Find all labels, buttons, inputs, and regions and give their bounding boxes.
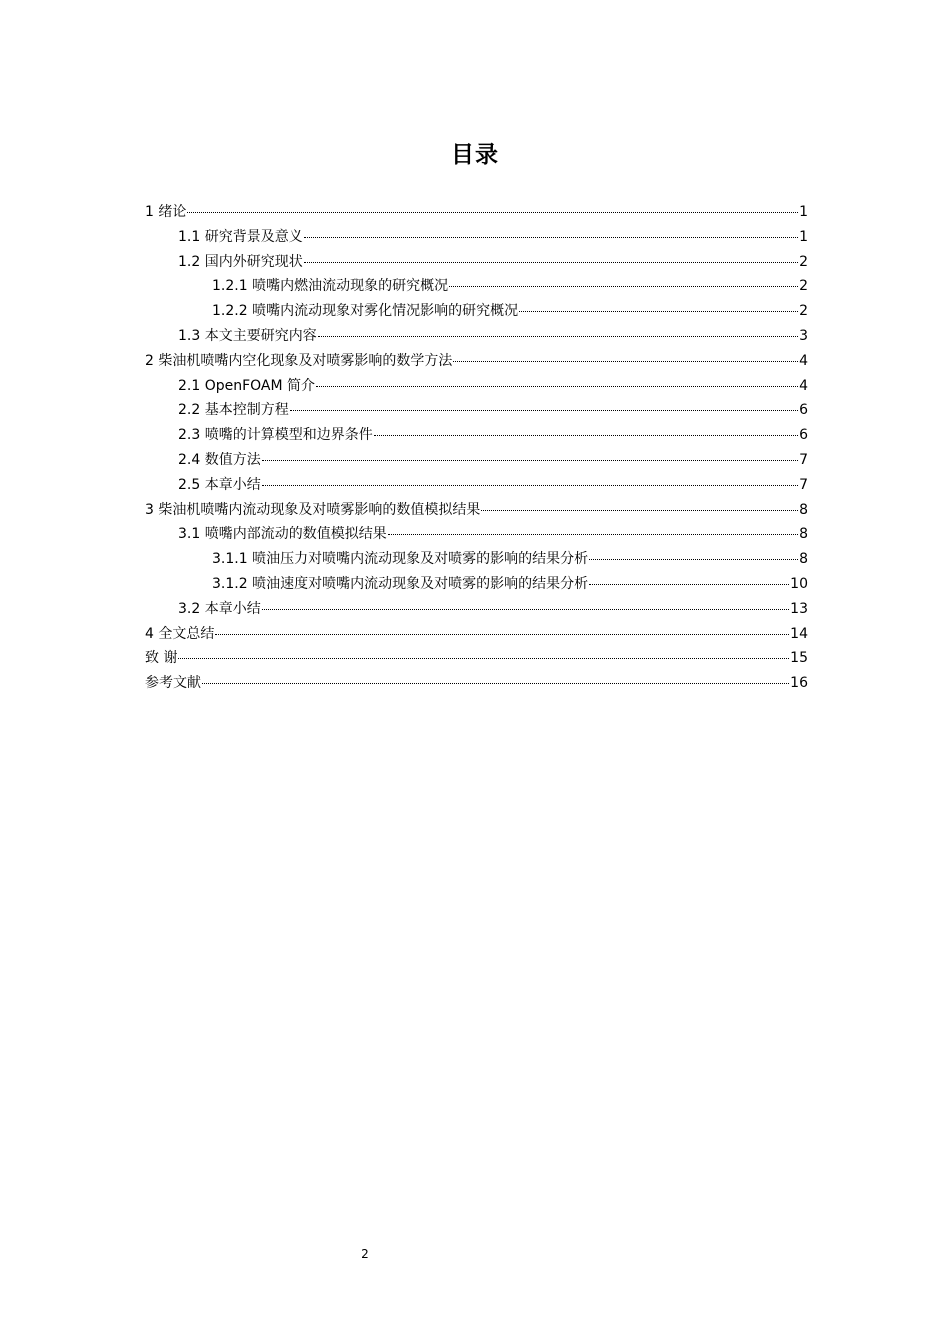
toc-entry-title: 3 柴油机喷嘴内流动现象及对喷雾影响的数值模拟结果 xyxy=(145,501,481,518)
toc-entry-title: 2.3 喷嘴的计算模型和边界条件 xyxy=(178,427,373,444)
toc-dot-leader xyxy=(262,475,798,486)
toc-dot-leader xyxy=(388,524,798,535)
toc-entry-page: 2 xyxy=(799,303,808,320)
toc-dot-leader xyxy=(202,673,789,684)
toc-entry-page: 4 xyxy=(799,377,808,394)
toc-entry[interactable] xyxy=(145,597,808,622)
toc-dot-leader xyxy=(519,301,798,312)
toc-entry[interactable] xyxy=(145,572,808,597)
toc-entry-title: 1.2 国内外研究现状 xyxy=(178,253,303,270)
toc-entry-title: 2.5 本章小结 xyxy=(178,476,261,493)
toc-entry[interactable] xyxy=(145,547,808,572)
toc-entry-page: 1 xyxy=(799,204,808,220)
toc-dot-leader xyxy=(589,549,798,560)
toc-entry-title: 2.4 数值方法 xyxy=(178,451,261,468)
toc-entry-title: 参考文献 xyxy=(145,675,201,692)
toc-entry-title: 1.2.2 喷嘴内流动现象对雾化情况影响的研究概况 xyxy=(212,303,519,320)
toc-dot-leader xyxy=(187,202,798,213)
toc-dot-leader xyxy=(262,450,798,461)
toc-entry-title: 2.2 基本控制方程 xyxy=(178,402,289,419)
toc-dot-leader xyxy=(290,400,798,411)
toc-entry[interactable] xyxy=(145,448,808,473)
toc-entry-page: 1 xyxy=(799,228,808,245)
toc-dot-leader xyxy=(453,351,798,362)
toc-entry[interactable] xyxy=(145,498,808,523)
toc-dot-leader xyxy=(318,326,798,337)
toc-entry-page: 7 xyxy=(799,451,808,468)
toc-entry-title: 1.3 本文主要研究内容 xyxy=(178,327,317,344)
toc-dot-leader xyxy=(449,276,798,287)
toc-entry-page: 2 xyxy=(799,278,808,295)
toc-dot-leader xyxy=(304,252,798,263)
toc-entry[interactable] xyxy=(145,250,808,275)
toc-entry-title: 2.1 OpenFOAM 简介 xyxy=(178,377,316,394)
toc-entry-page: 8 xyxy=(799,526,808,543)
toc-entry-page: 4 xyxy=(799,352,808,369)
toc-entry-title: 3.1.1 喷油压力对喷嘴内流动现象及对喷雾的影响的结果分析 xyxy=(212,551,589,568)
toc-entry[interactable] xyxy=(145,522,808,547)
toc-dot-leader xyxy=(304,227,798,238)
toc-entry-title: 3.1 喷嘴内部流动的数值模拟结果 xyxy=(178,526,387,543)
toc-entry-page: 3 xyxy=(799,327,808,344)
toc-entry-page: 8 xyxy=(799,501,808,518)
toc-entry[interactable] xyxy=(145,622,808,647)
toc-entry-title: 2 柴油机喷嘴内空化现象及对喷雾影响的数学方法 xyxy=(145,352,453,369)
toc-dot-leader xyxy=(481,500,798,511)
toc-entry-title: 致 谢 xyxy=(145,650,178,667)
toc-entry-title: 1.2.1 喷嘴内燃油流动现象的研究概况 xyxy=(212,278,449,295)
page-title: 目录 xyxy=(451,142,499,168)
toc-entry[interactable] xyxy=(145,473,808,498)
toc-entry-page: 16 xyxy=(790,675,808,692)
toc-dot-leader xyxy=(215,624,789,635)
toc-entry[interactable] xyxy=(145,225,808,250)
toc-entry-title: 1.1 研究背景及意义 xyxy=(178,228,303,245)
toc-entry-title: 3.2 本章小结 xyxy=(178,600,261,617)
toc-entry-page: 6 xyxy=(799,427,808,444)
toc-entry-title: 1 绪论 xyxy=(145,204,187,220)
toc-entry[interactable] xyxy=(145,299,808,324)
toc-dot-leader xyxy=(374,425,798,436)
toc-entry-page: 13 xyxy=(790,600,808,617)
toc-entry-page: 10 xyxy=(790,575,808,592)
page-number: 2 xyxy=(361,1247,369,1261)
toc-entry[interactable] xyxy=(145,398,808,423)
toc-dot-leader xyxy=(589,574,789,585)
toc-entry-page: 8 xyxy=(799,551,808,568)
toc-entry[interactable] xyxy=(145,374,808,399)
toc-entry[interactable] xyxy=(145,423,808,448)
toc-entry-title: 4 全文总结 xyxy=(145,625,215,642)
toc-entry-page: 15 xyxy=(790,650,808,667)
toc-entry[interactable] xyxy=(145,349,808,374)
toc-entry[interactable] xyxy=(145,671,808,696)
toc-entry[interactable] xyxy=(145,200,808,225)
toc-entry-page: 7 xyxy=(799,476,808,493)
toc-dot-leader xyxy=(316,376,798,387)
toc-entry-page: 6 xyxy=(799,402,808,419)
table-of-contents xyxy=(145,200,808,696)
toc-entry-title: 3.1.2 喷油速度对喷嘴内流动现象及对喷雾的影响的结果分析 xyxy=(212,575,589,592)
toc-dot-leader xyxy=(262,599,789,610)
toc-entry-page: 2 xyxy=(799,253,808,270)
toc-entry[interactable] xyxy=(145,646,808,671)
toc-entry-page: 14 xyxy=(790,625,808,642)
toc-entry[interactable] xyxy=(145,324,808,349)
toc-entry[interactable] xyxy=(145,274,808,299)
toc-dot-leader xyxy=(178,648,789,659)
